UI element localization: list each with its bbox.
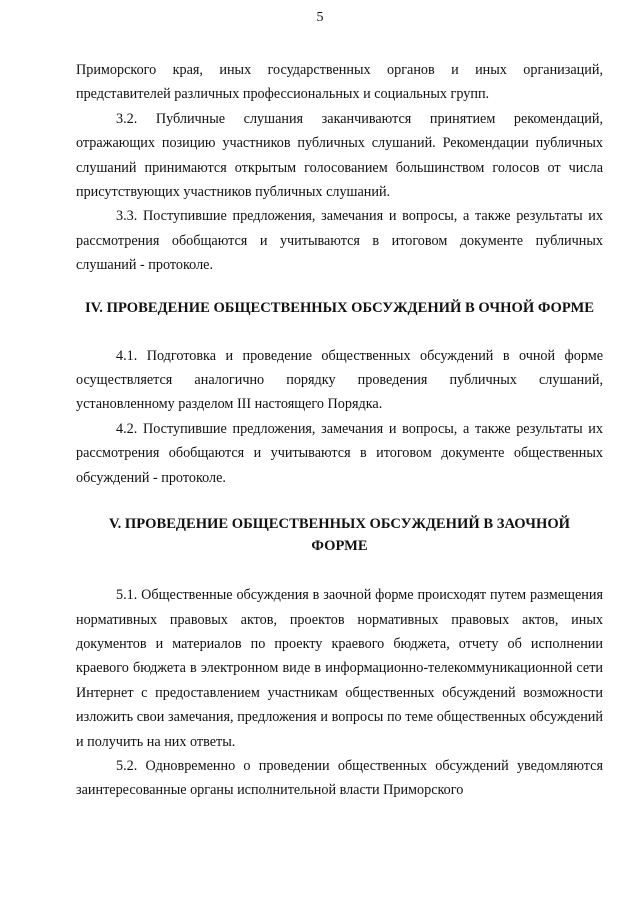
paragraph-continuation: Приморского края, иных государственных органов и иных организаций, представителей различных профессиональных и социальных групп. bbox=[76, 62, 603, 103]
paragraph-4-1: 4.1. Подготовка и проведение общественных обсуждений в очной форме осуществляется аналогично порядку проведения публичных слушаний, установленному разделом III настоящего Порядка. bbox=[76, 347, 603, 413]
page-number: 5 bbox=[316, 10, 324, 25]
paragraph-5-1: 5.1. Общественные обсуждения в заочной форме происходят путем размещения нормативных правовых актов, проектов нормативных правовых актов, иных документов и материалов по проекту краевого бюджета, отчету об исполнении краевого бюджета в электронном виде в информационно-телекоммуникационной сети Интернет с предоставлением участникам общественных обсуждений возможности изложить свои замечания, предложения и вопросы по теме общественных обсуждений и получить на них ответы. bbox=[76, 587, 603, 750]
paragraph-4-2: 4.2. Поступившие предложения, замечания и вопросы, а также результаты их рассмотрения обобщаются и учитываются в итоговом документе общественных обсуждений - протоколе. bbox=[76, 420, 603, 486]
section-heading-iv: IV. ПРОВЕДЕНИЕ ОБЩЕСТВЕННЫХ ОБСУЖДЕНИЙ В ОЧНОЙ ФОРМЕ bbox=[84, 299, 595, 316]
paragraph-3-2: 3.2. Публичные слушания заканчиваются принятием рекомендаций, отражающих позицию участников публичных слушаний. Рекомендации публичных слушаний принимаются открытым голосованием большинством голосов от числа присутствующих участников публичных слушаний. bbox=[76, 110, 603, 201]
paragraph-3-3: 3.3. Поступившие предложения, замечания и вопросы, а также результаты их рассмотрения обобщаются и учитываются в итоговом документе публичных слушаний - протоколе. bbox=[76, 208, 603, 274]
document-body bbox=[76, 58, 603, 803]
paragraph-5-2: 5.2. Одновременно о проведении общественных обсуждений уведомляются заинтересованные органы исполнительной власти Приморского bbox=[76, 757, 603, 799]
section-heading-v: V. ПРОВЕДЕНИЕ ОБЩЕСТВЕННЫХ ОБСУЖДЕНИЙ В ЗАОЧНОЙ ФОРМЕ bbox=[108, 516, 571, 555]
